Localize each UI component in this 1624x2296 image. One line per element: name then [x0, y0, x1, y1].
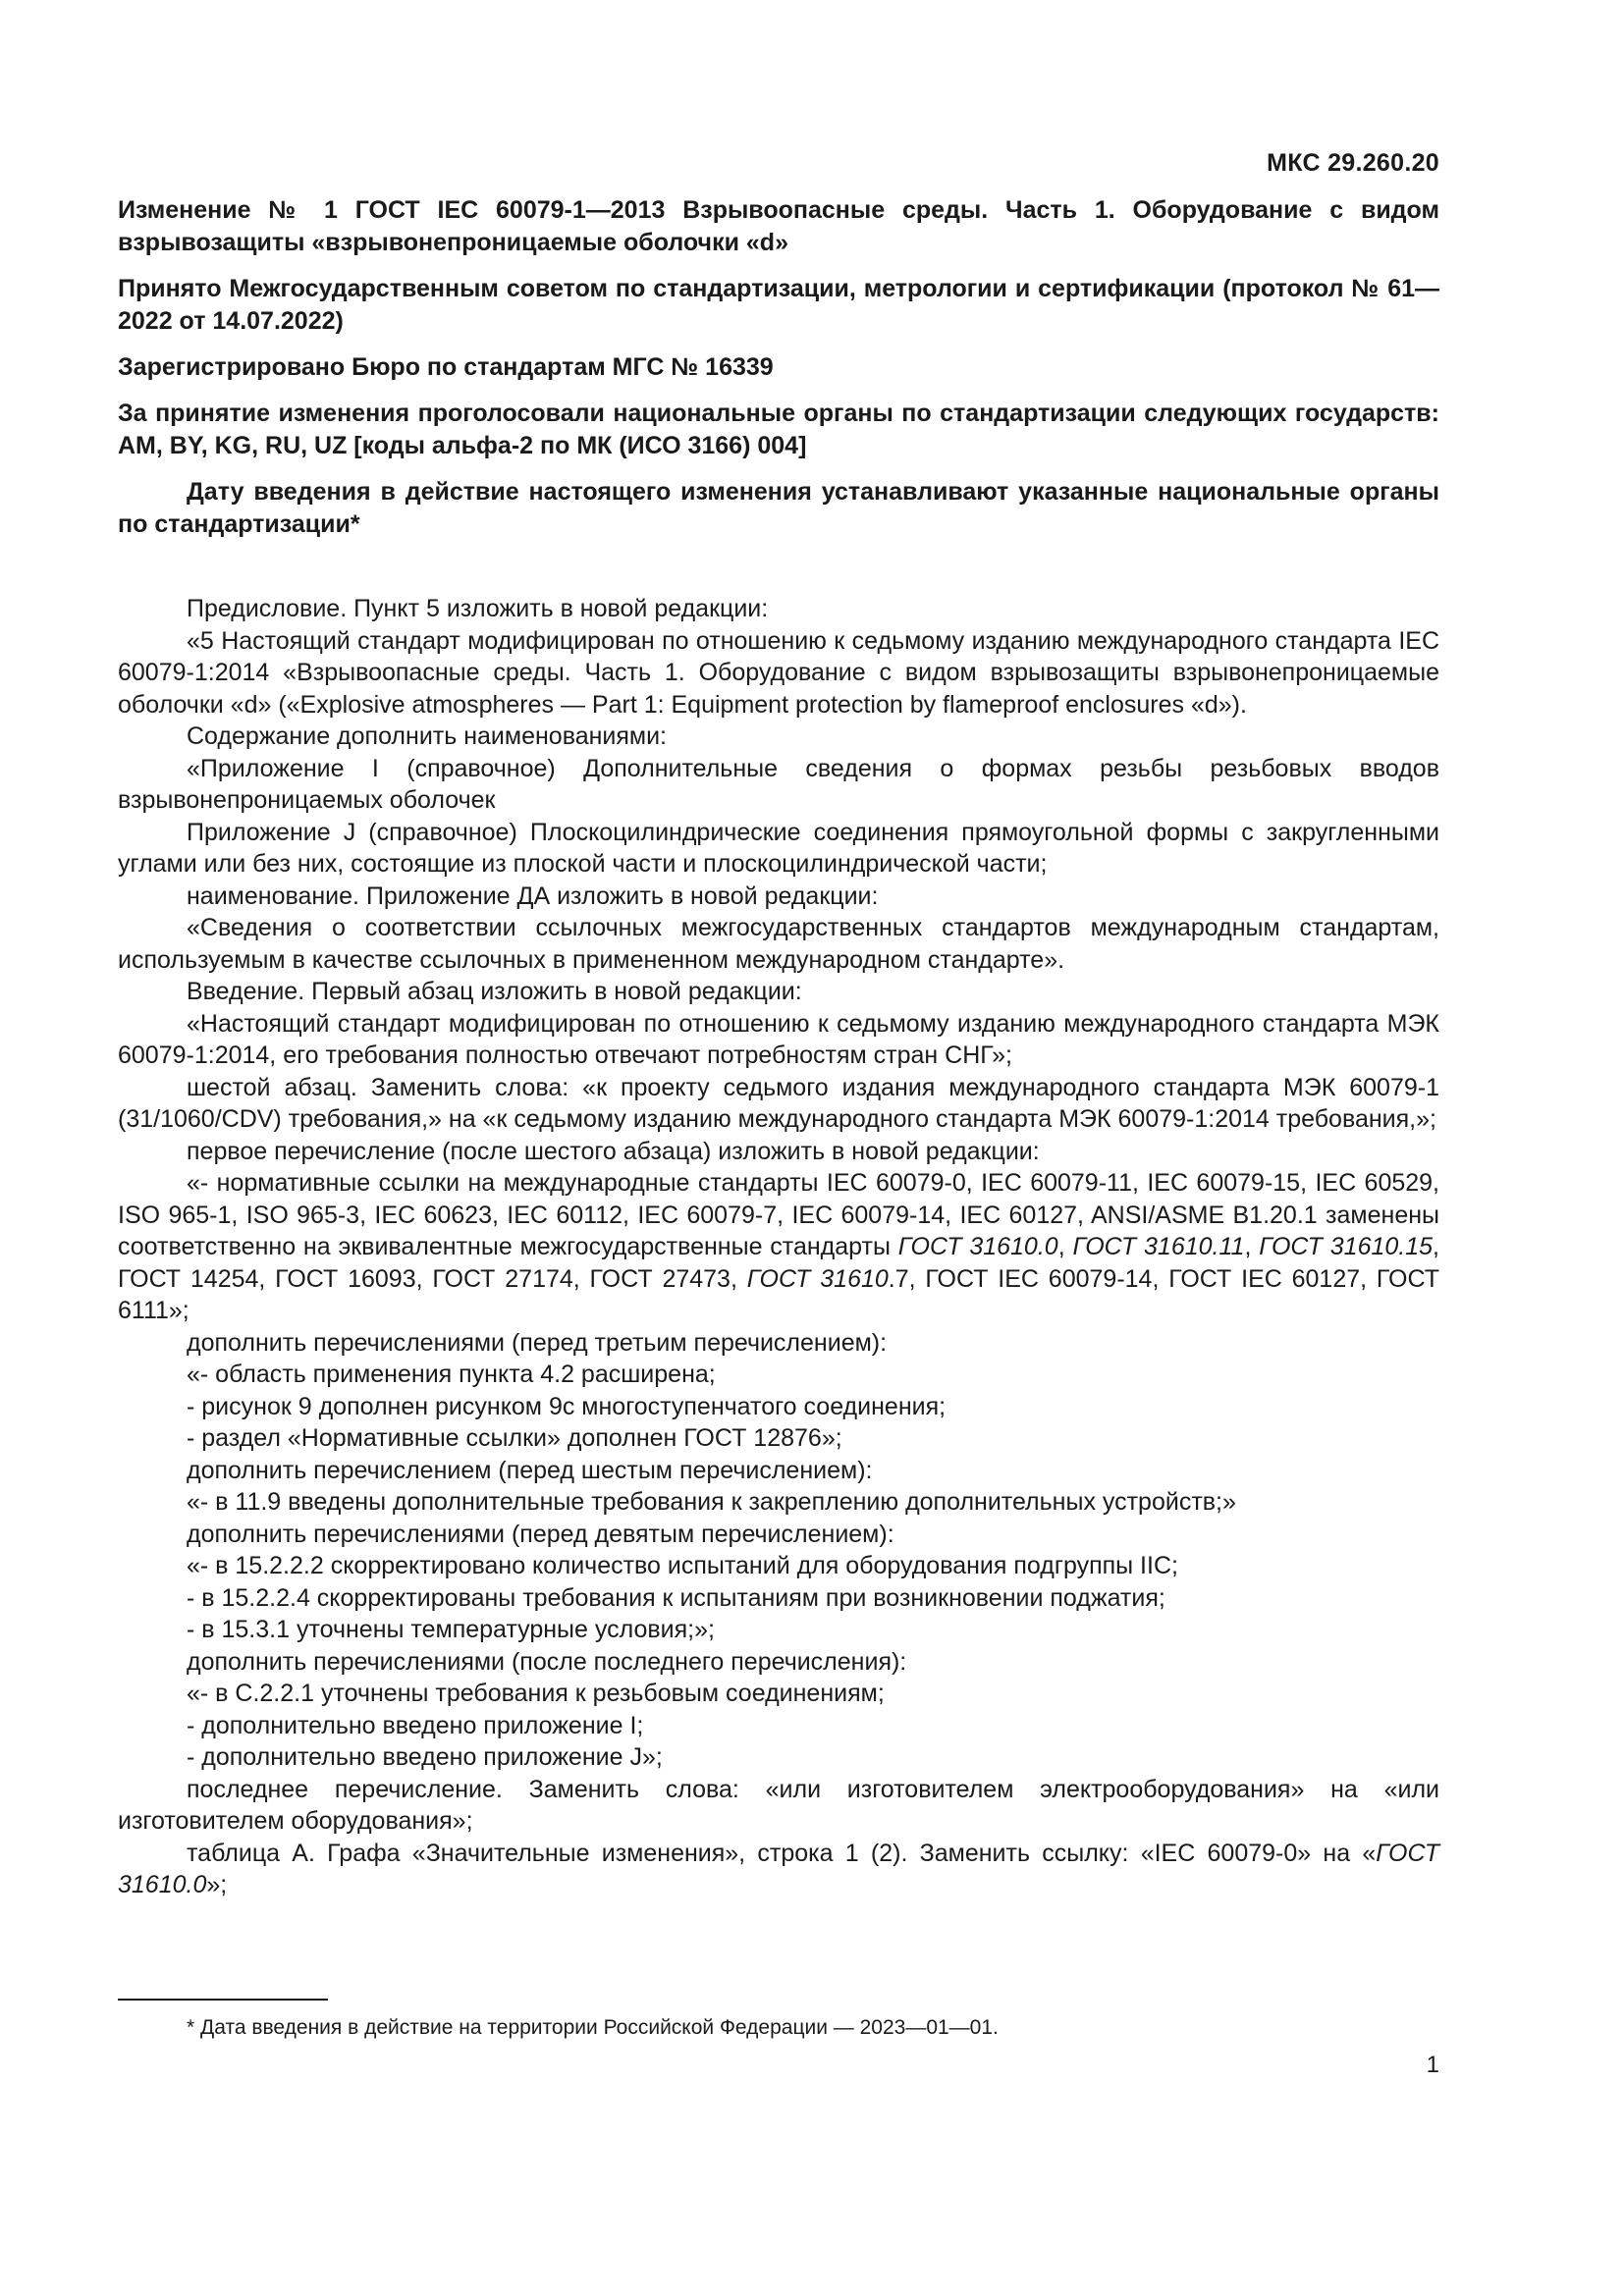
gost-reference: ГОСТ 31610.0: [118, 1839, 1439, 1898]
paragraph: наименование. Приложение ДА изложить в новой редакции:: [187, 881, 879, 910]
paragraph: «Настоящий стандарт модифицирован по отношению к седьмому изданию международного стандарта МЭК 60079-1:2014, его требования полностью отвечают потребностям стран СНГ»;: [118, 1009, 1439, 1069]
paragraph: шестой абзац. Заменить слова: «к проекту седьмого издания международного стандарта МЭК 60079-1 (31/1060/CDV) требования,» на «к седьмому изданию международного стандарта МЭК 60079-1:2014 требования,»;: [118, 1073, 1439, 1133]
text-run: »;: [206, 1871, 228, 1898]
paragraph: дополнить перечислениями (перед девятым перечислением):: [187, 1520, 894, 1548]
gost-reference: ГОСТ 31610.11: [1072, 1233, 1245, 1260]
paragraph: дополнить перечислением (перед шестым перечислением):: [187, 1456, 873, 1484]
paragraph: «- в С.2.2.1 уточнены требования к резьбовым соединениям;: [187, 1680, 885, 1707]
text-run: таблица А. Графа «Значительные изменения», строка 1 (2). Заменить ссылку: «IEC 60079-0» на «: [187, 1839, 1377, 1867]
paragraph: Введение. Первый абзац изложить в новой редакции:: [187, 978, 802, 1005]
paragraph: - дополнительно введено приложение I;: [187, 1711, 644, 1739]
paragraph: «- область применения пункта 4.2 расширена;: [187, 1361, 716, 1388]
effective-date-statement: Дату введения в действие настоящего изменения устанавливают указанные национальные органы по стандартизации*: [118, 478, 1439, 538]
text-run: ,: [1244, 1233, 1260, 1260]
adopted-statement: Принято Межгосударственным советом по стандартизации, метрологии и сертификации (протокол № 61—2022 от 14.07.2022): [118, 275, 1439, 335]
paragraph: Приложение J (справочное) Плоскоцилиндрические соединения прямоугольной формы с закругленными углами или без них, состоящие из плоской части и плоскоцилиндрической части;: [118, 818, 1439, 878]
gost-reference: ГОСТ 31610.15: [1259, 1233, 1434, 1260]
paragraph: «5 Настоящий стандарт модифицирован по отношению к седьмому изданию международного стандарта IEC 60079-1:2014 «Взрывоопасные среды. Часть 1. Оборудование с видом взрывозащиты взрывонепроницаемые оболочки «d» («Explosive atmospheres — Part 1: Equipment protection by flameproof enclosures «d»).: [118, 626, 1439, 719]
paragraph: дополнить перечислениями (перед третьим перечислением):: [187, 1328, 888, 1357]
document-header: [118, 194, 1439, 555]
voting-statement: За принятие изменения проголосовали национальные органы по стандартизации следующих государств: AM, BY, KG, RU, UZ [коды альфа-2 по МК (ИСО 3166) 004]: [118, 400, 1439, 459]
text-run: ,: [1057, 1233, 1073, 1260]
paragraph: - раздел «Нормативные ссылки» дополнен ГОСТ 12876»;: [187, 1424, 842, 1452]
footnote-divider: [118, 1999, 328, 2001]
paragraph: - в 15.2.2.4 скорректированы требования к испытаниям при возникновении поджатия;: [187, 1583, 1165, 1612]
text-run: , ГОСТ 14254, ГОСТ 16093, ГОСТ 27174, ГОСТ 27473,: [118, 1233, 1439, 1293]
paragraph: [118, 1167, 1439, 1327]
paragraph: Предисловие. Пункт 5 изложить в новой редакции:: [187, 595, 769, 622]
paragraph: [118, 1838, 1439, 1901]
registration-statement: Зарегистрировано Бюро по стандартам МГС № 16339: [118, 353, 774, 381]
mks-code: МКС 29.260.20: [1267, 149, 1439, 177]
paragraph: последнее перечисление. Заменить слова: «или изготовителем электрооборудования» на «или изготовителем оборудования»;: [118, 1775, 1439, 1835]
paragraph: - дополнительно введено приложение J»;: [187, 1743, 663, 1771]
gost-reference: ГОСТ 31610.0: [897, 1233, 1058, 1260]
amendment-title: Изменение № 1 ГОСТ IEC 60079-1—2013 Взрывоопасные среды. Часть 1. Оборудование с видом взрывозащиты «взрывонепроницаемые оболочки «d»: [118, 196, 1439, 256]
paragraph: «- в 11.9 введены дополнительные требования к закреплению дополнительных устройств;»: [187, 1488, 1236, 1516]
paragraph: Содержание дополнить наименованиями:: [187, 722, 668, 750]
paragraph: «Приложение I (справочное) Дополнительные сведения о формах резьбы резьбовых вводов взрывонепроницаемых оболочек: [118, 754, 1439, 814]
text-run: «- нормативные ссылки на международные стандарты IEC 60079-0, IEC 60079-11, IEC 60079-15, IEC 60529, ISO 965-1, ISO 965-3, IEC 60623, IEC 60112, IEC 60079-7, IEC 60079-14, IEC 60127, ANSI/ASME B1.20.1 заменены соответственно на эквивалентные межгосударственные стандарты: [118, 1169, 1439, 1260]
paragraph: «Сведения о соответствии ссылочных межгосударственных стандартов международным стандартам, используемым в качестве ссылочных в примененном международном стандарте».: [118, 914, 1439, 974]
paragraph: «- в 15.2.2.2 скорректировано количество испытаний для оборудования подгруппы IIC;: [187, 1552, 1178, 1579]
gost-reference: ГОСТ 31610: [746, 1264, 889, 1293]
text-run: .7, ГОСТ IEC 60079-14, ГОСТ IEC 60127, ГОСТ 6111»;: [118, 1264, 1439, 1324]
paragraph: первое перечисление (после шестого абзаца) изложить в новой редакции:: [187, 1137, 1040, 1165]
paragraph: - в 15.3.1 уточнены температурные условия;»;: [187, 1616, 715, 1643]
document-body: [118, 593, 1439, 1901]
page-number: 1: [1426, 2052, 1439, 2078]
paragraph: дополнить перечислениями (после последнего перечисления):: [187, 1647, 907, 1676]
paragraph: - рисунок 9 дополнен рисунком 9с многоступенчатого соединения;: [187, 1392, 947, 1420]
footnote: * Дата введения в действие на территории Российской Федерации — 2023—01—01.: [187, 2016, 999, 2039]
